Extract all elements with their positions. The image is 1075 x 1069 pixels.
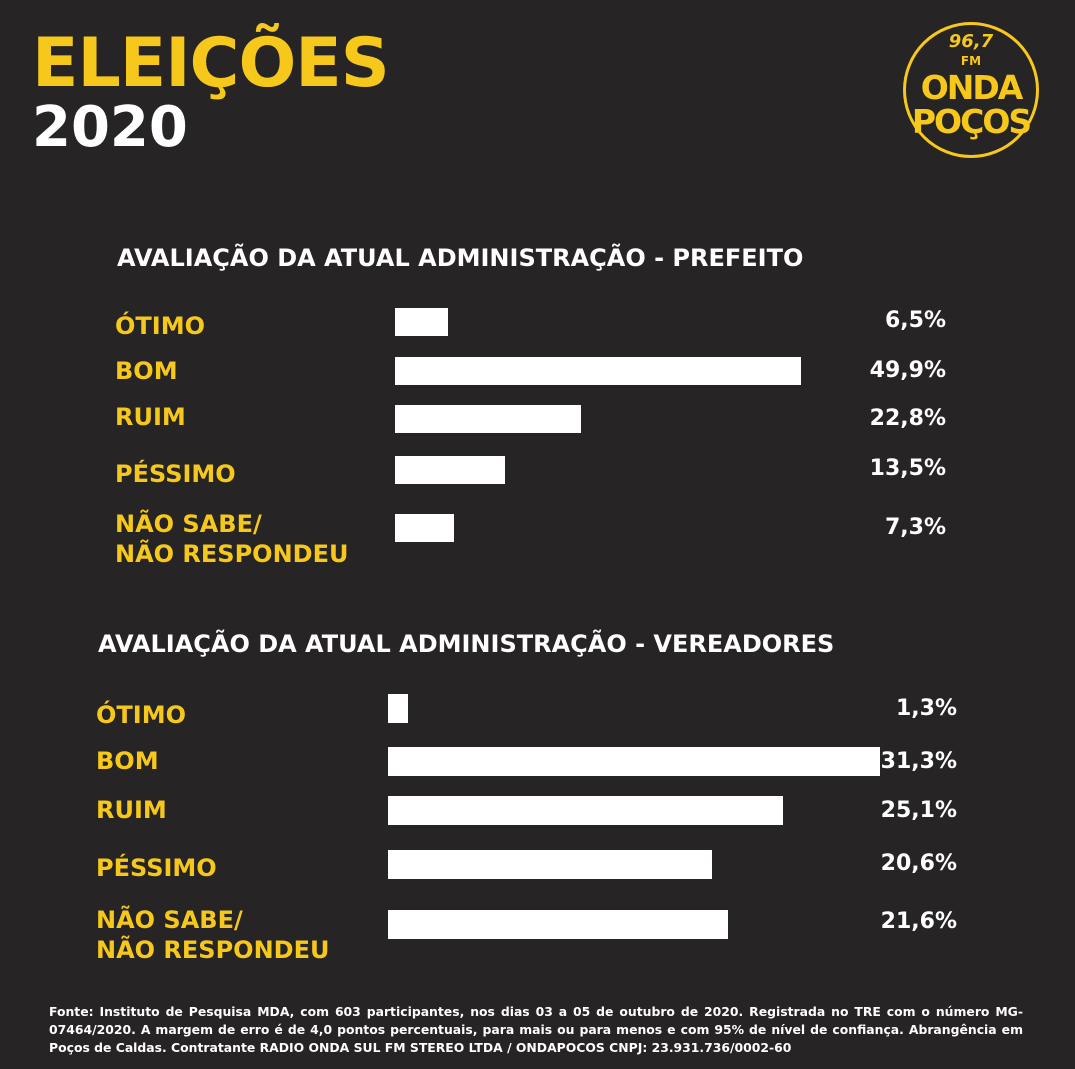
bar xyxy=(388,796,783,825)
category-label: NÃO SABE/ NÃO RESPONDEU xyxy=(115,510,349,568)
bar xyxy=(388,910,728,939)
data-label: 49,9% xyxy=(869,358,946,383)
chart-title: AVALIAÇÃO DA ATUAL ADMINISTRAÇÃO - VEREADORES xyxy=(98,630,835,658)
category-label: BOM xyxy=(96,747,159,775)
bar xyxy=(395,405,581,433)
data-label: 20,6% xyxy=(880,851,957,876)
category-label: RUIM xyxy=(115,403,186,431)
logo-name-line2: POÇOS xyxy=(911,102,1031,141)
radio-logo xyxy=(903,22,1039,158)
data-label: 22,8% xyxy=(869,406,946,431)
bar xyxy=(395,357,801,385)
category-label: ÓTIMO xyxy=(96,701,186,729)
data-label: 1,3% xyxy=(895,696,957,721)
bar xyxy=(395,514,454,542)
category-label: PÉSSIMO xyxy=(115,460,236,488)
source-footnote: Fonte: Instituto de Pesquisa MDA, com 603 participantes, nos dias 03 a 05 de outubro de 2020. Registrada no TRE com o número MG-07464/2020. A margem de erro é de 4,0 pontos percentuais, para mais ou para menos e com 95% de nível de confiança. Abrangência em Poços de Caldas. Contratante RADIO ONDA SUL FM STEREO LTDA / ONDAPOCOS CNPJ: 23.931.736/0002-60 xyxy=(49,1004,1023,1055)
category-label: PÉSSIMO xyxy=(96,854,217,882)
data-label: 6,5% xyxy=(884,308,946,333)
logo-frequency: 96,7 xyxy=(948,31,994,52)
category-label: ÓTIMO xyxy=(115,312,205,340)
bar xyxy=(388,747,880,776)
bar xyxy=(388,694,408,723)
category-label: BOM xyxy=(115,357,178,385)
chart-title: AVALIAÇÃO DA ATUAL ADMINISTRAÇÃO - PREFEITO xyxy=(117,244,804,272)
page-subtitle-year: 2020 xyxy=(32,95,188,160)
data-label: 25,1% xyxy=(880,798,957,823)
logo-name-line1: ONDA xyxy=(920,68,1022,107)
data-label: 13,5% xyxy=(869,456,946,481)
data-label: 7,3% xyxy=(884,515,946,540)
category-label: RUIM xyxy=(96,796,167,824)
logo-band: FM xyxy=(960,54,982,68)
bar xyxy=(388,850,712,879)
bar xyxy=(395,308,448,336)
data-label: 31,3% xyxy=(880,749,957,774)
page-title: ELEIÇÕES xyxy=(32,24,389,103)
category-label: NÃO SABE/ NÃO RESPONDEU xyxy=(96,906,330,964)
data-label: 21,6% xyxy=(880,909,957,934)
bar xyxy=(395,456,505,484)
